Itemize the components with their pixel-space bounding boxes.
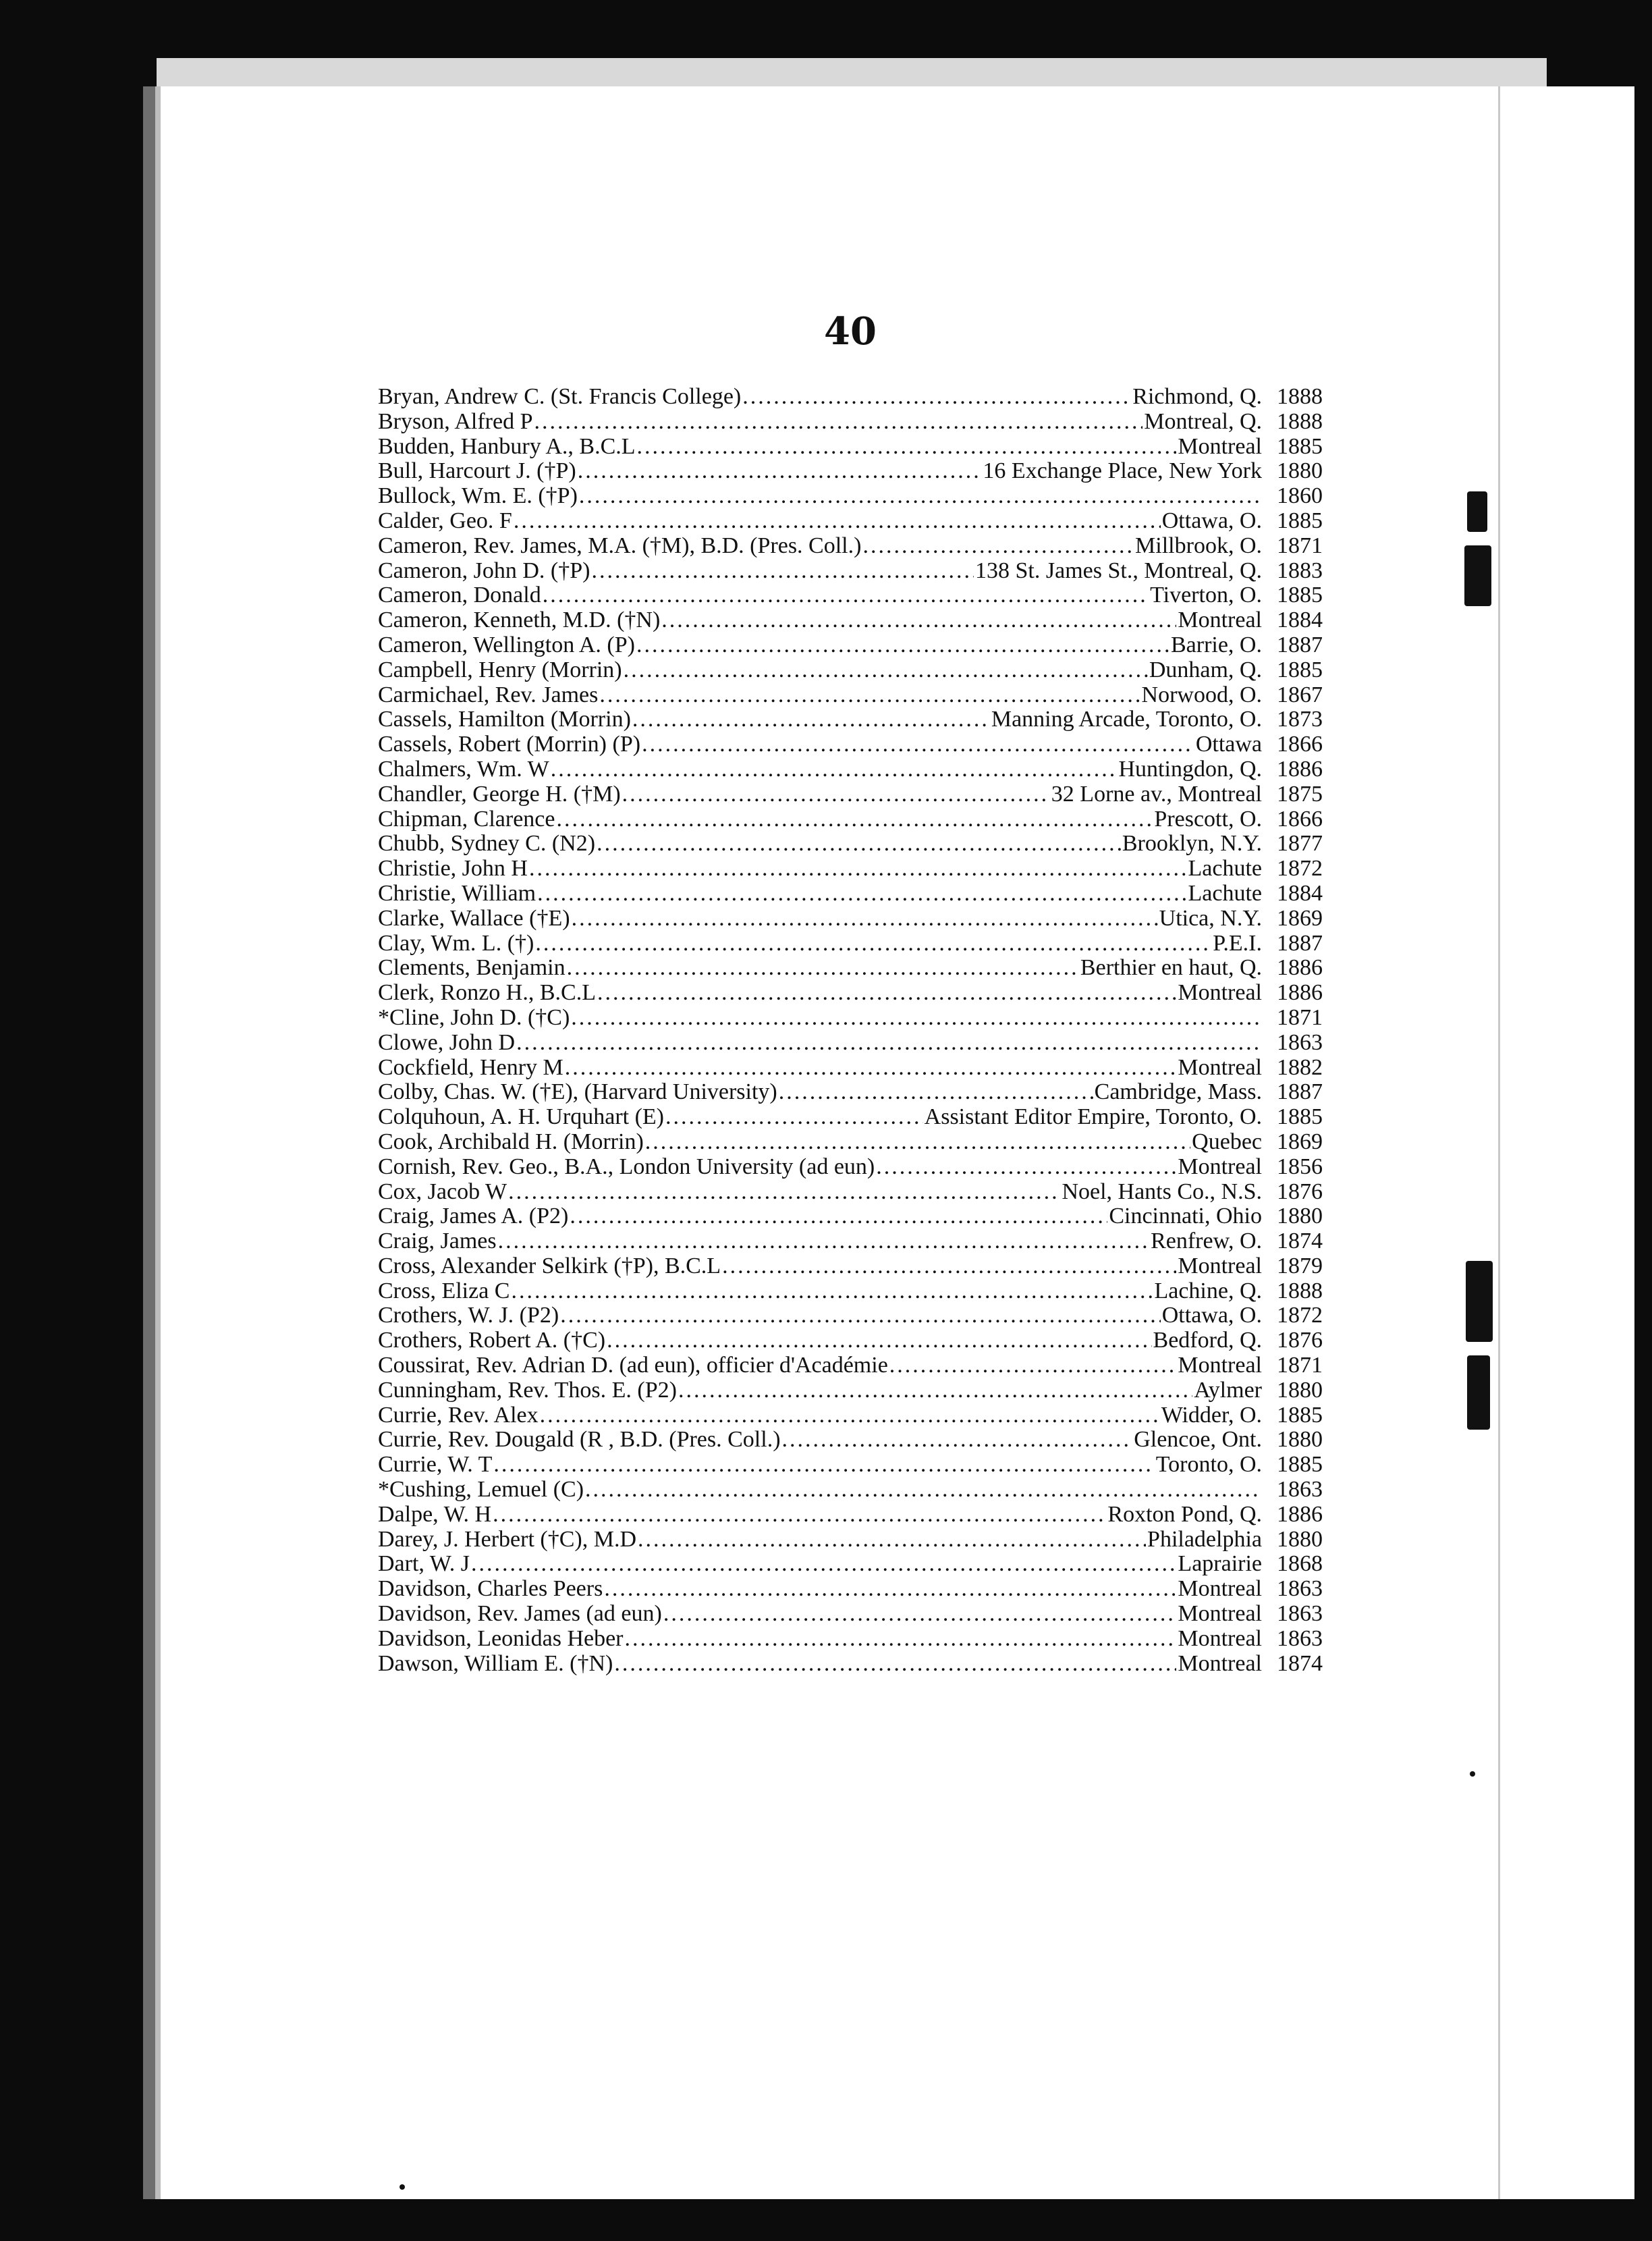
directory-entry xyxy=(378,807,1323,832)
dot-leader xyxy=(625,1627,1177,1652)
directory-entry xyxy=(378,932,1323,956)
entry-name: Campbell, Henry (Morrin) xyxy=(378,657,622,682)
entry-year: 1875 xyxy=(1277,781,1323,807)
dot-leader xyxy=(622,782,1050,807)
ink-bleed-mark xyxy=(1467,491,1487,532)
entry-name: Currie, W. T xyxy=(378,1452,493,1478)
entry-name: Cassels, Hamilton (Morrin) xyxy=(378,707,631,732)
entry-place: Prescott, O. xyxy=(1154,806,1262,832)
dot-leader xyxy=(579,484,1261,509)
entry-year: 1886 xyxy=(1277,955,1323,981)
directory-entry xyxy=(378,832,1323,857)
dot-leader xyxy=(578,459,982,484)
entry-year: 1879 xyxy=(1277,1253,1323,1278)
entry-name: *Cline, John D. (†C) xyxy=(378,1004,570,1030)
entry-name: *Cushing, Lemuel (C) xyxy=(378,1477,584,1503)
entry-name: Cross, Alexander Selkirk (†P), B.C.L xyxy=(378,1253,721,1278)
dot-leader xyxy=(537,882,1186,907)
entry-name: Clarke, Wallace (†E) xyxy=(378,905,570,931)
directory-entry xyxy=(378,732,1323,757)
dot-leader xyxy=(779,1080,1093,1105)
ink-speck xyxy=(1470,1771,1475,1777)
directory-entry xyxy=(378,1552,1323,1577)
entry-name: Cornish, Rev. Geo., B.A., London University (ad eun) xyxy=(378,1154,875,1179)
entry-place: Montreal xyxy=(1178,1625,1262,1651)
directory-entry xyxy=(378,707,1323,732)
entry-name: Colby, Chas. W. (†E), (Harvard University) xyxy=(378,1079,777,1105)
dot-leader xyxy=(663,1602,1177,1627)
entry-name: Davidson, Rev. James (ad eun) xyxy=(378,1601,662,1627)
entry-place: Philadelphia xyxy=(1147,1526,1262,1552)
entry-year: 1885 xyxy=(1277,1104,1323,1130)
directory-entry xyxy=(378,385,1323,410)
entry-place: Dunham, Q. xyxy=(1149,657,1262,682)
dot-leader xyxy=(665,1105,923,1130)
entry-year: 1871 xyxy=(1277,533,1323,558)
entry-place: Toronto, O. xyxy=(1155,1452,1262,1478)
entry-year: 1885 xyxy=(1277,583,1323,608)
entry-name: Cross, Eliza C xyxy=(378,1278,510,1303)
entry-place: Montreal xyxy=(1178,1154,1262,1179)
entry-place: Ottawa xyxy=(1195,732,1262,757)
entry-year: 1872 xyxy=(1277,1303,1323,1328)
directory-entry xyxy=(378,1528,1323,1552)
dot-leader xyxy=(645,1130,1190,1155)
directory-entry xyxy=(378,534,1323,559)
entry-year: 1869 xyxy=(1277,905,1323,931)
entry-name: Davidson, Charles Peers xyxy=(378,1576,603,1602)
dot-leader xyxy=(604,1577,1176,1602)
dot-leader xyxy=(516,1031,1261,1056)
entry-name: Clements, Benjamin xyxy=(378,955,566,981)
entry-place: Roxton Pond, Q. xyxy=(1107,1501,1262,1527)
entry-year: 1871 xyxy=(1277,1353,1323,1378)
entry-year: 1884 xyxy=(1277,880,1323,906)
entry-place: Montreal, Q. xyxy=(1144,408,1262,434)
dot-leader xyxy=(567,956,1079,981)
ink-bleed-mark xyxy=(1466,1261,1493,1342)
entry-place: Tiverton, O. xyxy=(1150,583,1262,608)
entry-place: Laprairie xyxy=(1178,1551,1262,1577)
dot-leader xyxy=(742,385,1131,410)
entry-year: 1886 xyxy=(1277,980,1323,1006)
entry-name: Calder, Geo. F xyxy=(378,508,512,533)
entry-name: Christie, John H xyxy=(378,856,528,882)
entry-year: 1860 xyxy=(1277,483,1323,509)
entry-place: Berthier en haut, Q. xyxy=(1080,955,1262,981)
directory-entry xyxy=(378,782,1323,807)
dot-leader xyxy=(597,832,1121,857)
directory-entry xyxy=(378,509,1323,534)
entry-year: 1872 xyxy=(1277,856,1323,882)
entry-place: Montreal xyxy=(1178,980,1262,1006)
entry-name: Currie, Rev. Dougald (R , B.D. (Pres. Coll.) xyxy=(378,1427,781,1453)
directory-entry xyxy=(378,857,1323,882)
entry-year: 1880 xyxy=(1277,1427,1323,1453)
entry-year: 1873 xyxy=(1277,707,1323,732)
directory-entry xyxy=(378,1478,1323,1503)
directory-entry xyxy=(378,1056,1323,1081)
entry-place: Montreal xyxy=(1178,1650,1262,1676)
directory-entry xyxy=(378,608,1323,633)
entry-name: Bullock, Wm. E. (†P) xyxy=(378,483,578,509)
directory-entry xyxy=(378,410,1323,435)
entry-year: 1886 xyxy=(1277,756,1323,782)
directory-entry xyxy=(378,1428,1323,1453)
dot-leader xyxy=(614,1652,1176,1677)
entry-year: 1876 xyxy=(1277,1179,1323,1204)
entry-year: 1869 xyxy=(1277,1129,1323,1154)
dot-leader xyxy=(535,932,1211,956)
directory-entry xyxy=(378,559,1323,584)
entry-name: Bryan, Andrew C. (St. Francis College) xyxy=(378,384,742,409)
entry-place: Lachute xyxy=(1188,880,1262,906)
entry-place: 138 St. James St., Montreal, Q. xyxy=(975,558,1262,583)
dot-leader xyxy=(571,1006,1261,1031)
entry-year: 1856 xyxy=(1277,1154,1323,1179)
dot-leader xyxy=(636,633,1169,658)
entry-year: 1866 xyxy=(1277,806,1323,832)
dot-leader xyxy=(556,807,1153,832)
directory-entry xyxy=(378,583,1323,608)
directory-entry xyxy=(378,459,1323,484)
entry-place: Widder, O. xyxy=(1161,1402,1262,1428)
dot-leader xyxy=(782,1428,1133,1453)
directory-entry xyxy=(378,683,1323,708)
page-gutter xyxy=(155,86,161,2199)
entry-year: 1887 xyxy=(1277,632,1323,657)
dot-leader xyxy=(560,1303,1161,1328)
entry-year: 1863 xyxy=(1277,1477,1323,1503)
ink-bleed-mark xyxy=(1467,1355,1490,1430)
entry-place: Glencoe, Ont. xyxy=(1134,1427,1262,1453)
entry-year: 1863 xyxy=(1277,1625,1323,1651)
entry-name: Coussirat, Rev. Adrian D. (ad eun), officier d'Académie xyxy=(378,1353,888,1378)
entry-year: 1866 xyxy=(1277,732,1323,757)
directory-entry xyxy=(378,907,1323,932)
entry-name: Crothers, W. J. (P2) xyxy=(378,1303,559,1328)
entry-place: Richmond, Q. xyxy=(1132,384,1262,409)
dot-leader xyxy=(570,1204,1107,1229)
entry-place: Montreal xyxy=(1178,1353,1262,1378)
entry-name: Craig, James A. (P2) xyxy=(378,1204,569,1229)
dot-leader xyxy=(572,907,1158,932)
entry-year: 1885 xyxy=(1277,508,1323,533)
entry-year: 1888 xyxy=(1277,408,1323,434)
entry-place: Montreal xyxy=(1178,608,1262,633)
directory-entry xyxy=(378,956,1323,981)
entry-name: Chalmers, Wm. W xyxy=(378,756,549,782)
entry-year: 1886 xyxy=(1277,1501,1323,1527)
entry-name: Chubb, Sydney C. (N2) xyxy=(378,831,596,857)
entry-place: Barrie, O. xyxy=(1170,632,1262,657)
dot-leader xyxy=(678,1378,1192,1403)
entry-name: Dawson, William E. (†N) xyxy=(378,1650,613,1676)
entry-name: Dalpe, W. H xyxy=(378,1501,492,1527)
entry-year: 1888 xyxy=(1277,1278,1323,1303)
directory-entry xyxy=(378,1006,1323,1031)
entry-year: 1880 xyxy=(1277,458,1323,484)
directory-list xyxy=(378,385,1323,1676)
dot-leader xyxy=(607,1328,1151,1353)
entry-name: Crothers, Robert A. (†C) xyxy=(378,1328,606,1353)
entry-place: Cambridge, Mass. xyxy=(1094,1079,1262,1105)
entry-year: 1883 xyxy=(1277,558,1323,583)
entry-year: 1885 xyxy=(1277,1452,1323,1478)
entry-place: Quebec xyxy=(1192,1129,1262,1154)
dot-leader xyxy=(722,1254,1176,1279)
entry-place: Renfrew, O. xyxy=(1151,1228,1262,1254)
entry-name: Clerk, Ronzo H., B.C.L xyxy=(378,980,596,1006)
directory-entry xyxy=(378,633,1323,658)
entry-year: 1867 xyxy=(1277,682,1323,707)
entry-place: Utica, N.Y. xyxy=(1159,905,1262,931)
entry-place: Norwood, O. xyxy=(1141,682,1262,707)
dot-leader xyxy=(540,1403,1160,1428)
directory-entry xyxy=(378,658,1323,683)
ink-bleed-mark xyxy=(1464,545,1491,606)
entry-name: Davidson, Leonidas Heber xyxy=(378,1625,624,1651)
entry-name: Bryson, Alfred P xyxy=(378,408,533,434)
entry-year: 1880 xyxy=(1277,1204,1323,1229)
entry-year: 1884 xyxy=(1277,608,1323,633)
dot-leader xyxy=(565,1056,1177,1081)
entry-name: Cameron, John D. (†P) xyxy=(378,558,590,583)
entry-place: Bedford, Q. xyxy=(1153,1328,1262,1353)
entry-name: Colquhoun, A. H. Urquhart (E) xyxy=(378,1104,665,1130)
directory-entry xyxy=(378,1403,1323,1428)
entry-year: 1887 xyxy=(1277,930,1323,956)
entry-year: 1888 xyxy=(1277,384,1323,409)
entry-name: Chipman, Clarence xyxy=(378,806,555,832)
directory-entry xyxy=(378,1105,1323,1130)
entry-place: Assistant Editor Empire, Toronto, O. xyxy=(924,1104,1262,1130)
entry-year: 1885 xyxy=(1277,433,1323,459)
entry-year: 1887 xyxy=(1277,1079,1323,1105)
entry-name: Bull, Harcourt J. (†P) xyxy=(378,458,576,484)
entry-name: Cameron, Rev. James, M.A. (†M), B.D. (Pres. Coll.) xyxy=(378,533,862,558)
dot-leader xyxy=(591,559,974,584)
dot-leader xyxy=(632,707,990,732)
entry-name: Cameron, Wellington A. (P) xyxy=(378,632,635,657)
entry-name: Cook, Archibald H. (Morrin) xyxy=(378,1129,644,1154)
dot-leader xyxy=(511,1279,1153,1304)
dot-leader xyxy=(637,435,1177,460)
entry-year: 1871 xyxy=(1277,1004,1323,1030)
ink-speck xyxy=(400,2184,405,2190)
directory-entry xyxy=(378,981,1323,1006)
entry-year: 1868 xyxy=(1277,1551,1323,1577)
entry-year: 1882 xyxy=(1277,1054,1323,1080)
dot-leader xyxy=(493,1453,1154,1478)
entry-year: 1874 xyxy=(1277,1650,1323,1676)
entry-name: Christie, William xyxy=(378,880,536,906)
entry-name: Cassels, Robert (Morrin) (P) xyxy=(378,732,641,757)
entry-year: 1863 xyxy=(1277,1029,1323,1055)
entry-year: 1874 xyxy=(1277,1228,1323,1254)
directory-entry xyxy=(378,1254,1323,1279)
entry-year: 1880 xyxy=(1277,1526,1323,1552)
entry-place: Montreal xyxy=(1178,1054,1262,1080)
dot-leader xyxy=(514,509,1161,534)
dot-leader xyxy=(661,608,1176,633)
directory-entry xyxy=(378,1229,1323,1254)
dot-leader xyxy=(638,1528,1146,1552)
directory-entry xyxy=(378,1627,1323,1652)
entry-name: Chandler, George H. (†M) xyxy=(378,781,621,807)
entry-place: 32 Lorne av., Montreal xyxy=(1051,781,1262,807)
entry-name: Clay, Wm. L. (†) xyxy=(378,930,534,956)
directory-entry xyxy=(378,1503,1323,1528)
page-fold-line xyxy=(1498,86,1500,2199)
directory-entry xyxy=(378,435,1323,460)
dot-leader xyxy=(508,1180,1060,1205)
entry-name: Budden, Hanbury A., B.C.L xyxy=(378,433,636,459)
directory-entry xyxy=(378,1328,1323,1353)
directory-entry xyxy=(378,1155,1323,1180)
entry-name: Dart, W. J xyxy=(378,1551,470,1577)
entry-place: Montreal xyxy=(1178,1576,1262,1602)
entry-name: Cockfield, Henry M xyxy=(378,1054,563,1080)
dot-leader xyxy=(876,1155,1176,1180)
dot-leader xyxy=(585,1478,1261,1503)
directory-entry xyxy=(378,882,1323,907)
directory-entry xyxy=(378,1031,1323,1056)
directory-entry xyxy=(378,1378,1323,1403)
dot-leader xyxy=(862,534,1134,559)
page-binding-edge xyxy=(143,86,155,2199)
entry-year: 1877 xyxy=(1277,831,1323,857)
entry-place: Ottawa, O. xyxy=(1161,508,1262,533)
directory-entry xyxy=(378,1577,1323,1602)
dot-leader xyxy=(529,857,1187,882)
directory-entry xyxy=(378,484,1323,509)
entry-name: Cameron, Donald xyxy=(378,583,541,608)
dot-leader xyxy=(493,1503,1106,1528)
entry-year: 1885 xyxy=(1277,1402,1323,1428)
entry-place: Noel, Hants Co., N.S. xyxy=(1062,1179,1262,1204)
directory-entry xyxy=(378,1303,1323,1328)
dot-leader xyxy=(551,757,1118,782)
dot-leader xyxy=(597,981,1176,1006)
dot-leader xyxy=(642,732,1194,757)
directory-entry xyxy=(378,1353,1323,1378)
dot-leader xyxy=(471,1552,1176,1577)
directory-entry xyxy=(378,757,1323,782)
directory-entry xyxy=(378,1279,1323,1304)
entry-place: Lachute xyxy=(1188,856,1262,882)
dot-leader xyxy=(498,1229,1149,1254)
entry-place: P.E.I. xyxy=(1213,930,1262,956)
directory-entry xyxy=(378,1180,1323,1205)
entry-place: Huntingdon, Q. xyxy=(1118,756,1262,782)
dot-leader xyxy=(534,410,1143,435)
directory-entry xyxy=(378,1130,1323,1155)
entry-year: 1880 xyxy=(1277,1377,1323,1403)
entry-place: Montreal xyxy=(1178,433,1262,459)
entry-year: 1863 xyxy=(1277,1601,1323,1627)
entry-place: 16 Exchange Place, New York xyxy=(983,458,1262,484)
entry-place: Brooklyn, N.Y. xyxy=(1122,831,1262,857)
entry-place: Ottawa, O. xyxy=(1161,1303,1262,1328)
entry-name: Cunningham, Rev. Thos. E. (P2) xyxy=(378,1377,677,1403)
dot-leader xyxy=(543,583,1149,608)
directory-entry xyxy=(378,1080,1323,1105)
directory-entry xyxy=(378,1453,1323,1478)
entry-name: Currie, Rev. Alex xyxy=(378,1402,539,1428)
directory-entry xyxy=(378,1652,1323,1677)
entry-name: Darey, J. Herbert (†C), M.D xyxy=(378,1526,637,1552)
entry-year: 1876 xyxy=(1277,1328,1323,1353)
entry-year: 1863 xyxy=(1277,1576,1323,1602)
dot-leader xyxy=(624,658,1148,683)
entry-place: Montreal xyxy=(1178,1601,1262,1627)
directory-entry xyxy=(378,1204,1323,1229)
entry-name: Craig, James xyxy=(378,1228,497,1254)
entry-place: Cincinnati, Ohio xyxy=(1109,1204,1262,1229)
dot-leader xyxy=(599,683,1140,708)
entry-name: Carmichael, Rev. James xyxy=(378,682,599,707)
entry-place: Aylmer xyxy=(1194,1377,1262,1403)
entry-place: Manning Arcade, Toronto, O. xyxy=(991,707,1262,732)
entry-place: Lachine, Q. xyxy=(1154,1278,1262,1303)
entry-name: Cox, Jacob W xyxy=(378,1179,507,1204)
directory-entry xyxy=(378,1602,1323,1627)
entry-name: Cameron, Kenneth, M.D. (†N) xyxy=(378,608,661,633)
page-number: 40 xyxy=(824,309,877,354)
dot-leader xyxy=(889,1353,1177,1378)
entry-place: Millbrook, O. xyxy=(1135,533,1262,558)
entry-place: Montreal xyxy=(1178,1253,1262,1278)
entry-name: Clowe, John D xyxy=(378,1029,516,1055)
entry-year: 1885 xyxy=(1277,657,1323,682)
